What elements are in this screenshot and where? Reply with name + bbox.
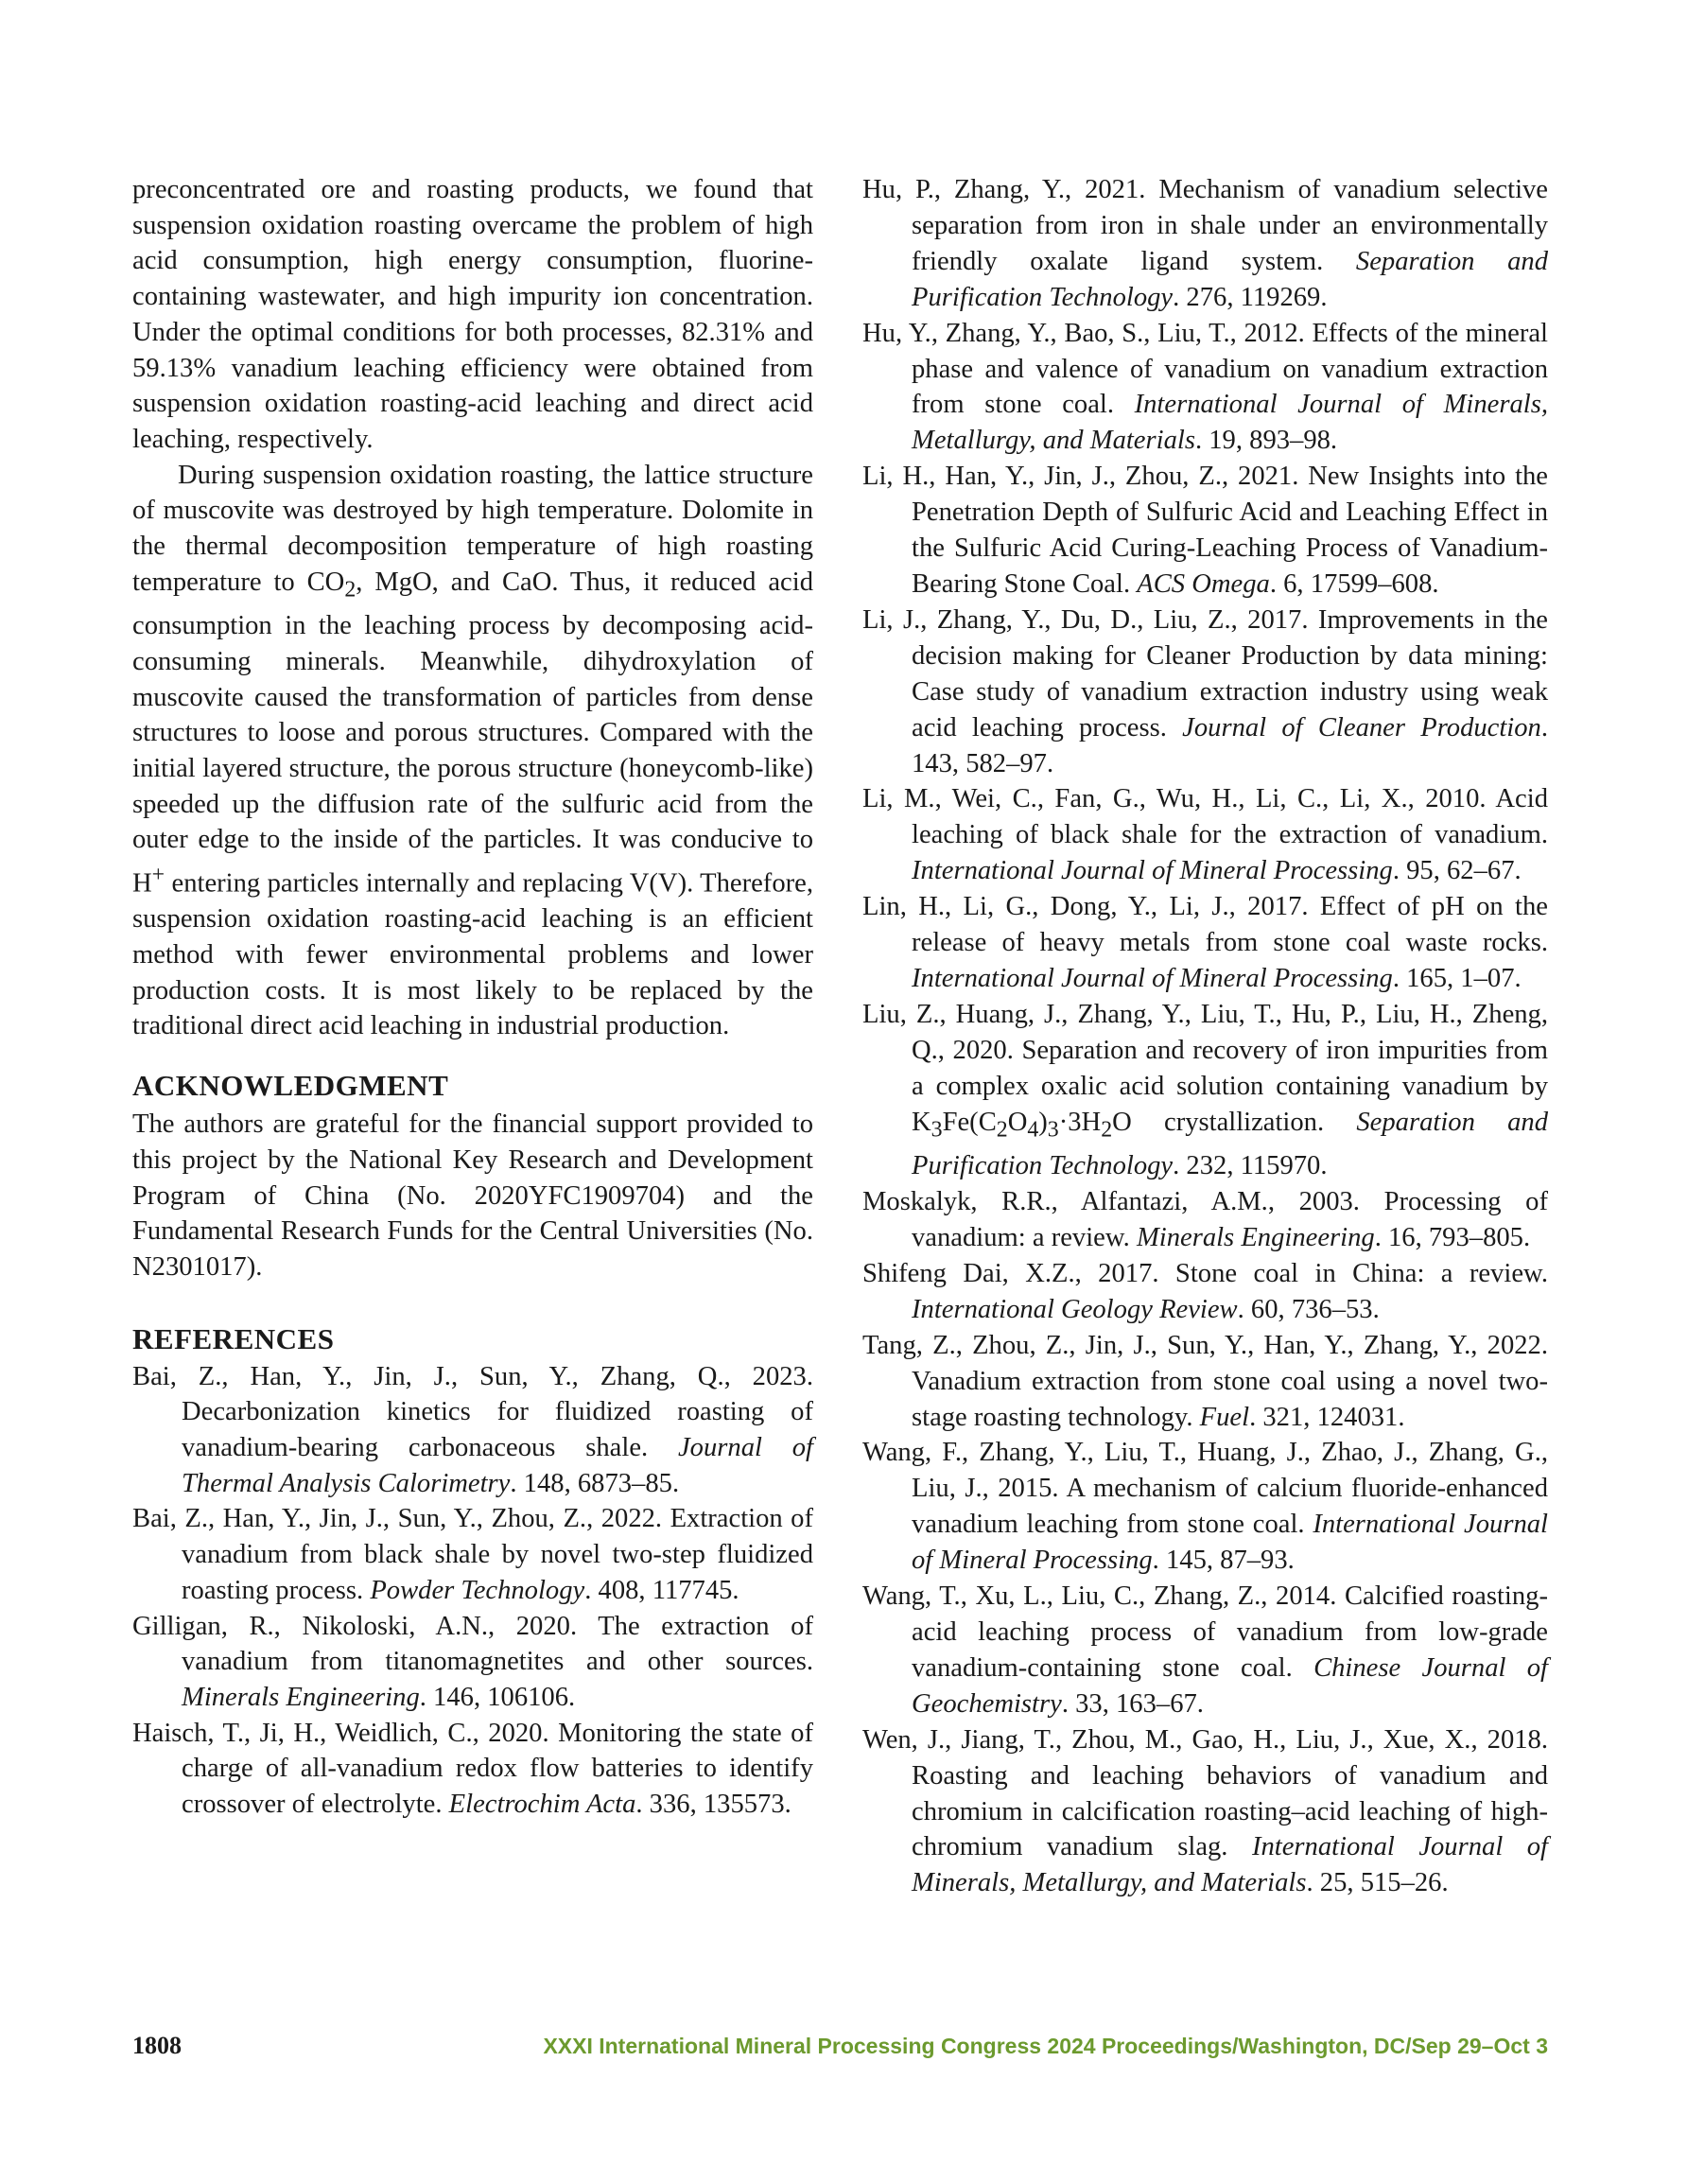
reference-item: Wang, T., Xu, L., Liu, C., Zhang, Z., 2014. Calcified roasting-acid leaching process of vanadium from low-grade vanadium-containing stone coal. Chinese Journal of Geochemistry. 33, 163–67.	[862, 1581, 1549, 1719]
acknowledgment-text: The authors are grateful for the financial support provided to this project by the National Key Research and Development Program of China (No. 2020YFC1909704) and the Fundamental Research Funds for the Central Universities (No. N2301017).	[132, 1109, 813, 1282]
reference-item: Bai, Z., Han, Y., Jin, J., Sun, Y., Zhang, Q., 2023. Decarbonization kinetics for fluidized roasting of vanadium-bearing carbonaceous shale. Journal of Thermal Analysis Calorimetry. 148, 6873–85.	[132, 1361, 814, 1498]
reference-item: Bai, Z., Han, Y., Jin, J., Sun, Y., Zhou, Z., 2022. Extraction of vanadium from black shale by novel two-step fluidized roasting process. Powder Technology. 408, 117745.	[132, 1504, 813, 1605]
superscript: +	[151, 863, 165, 888]
subscript: 2	[344, 577, 357, 603]
reference-item: Li, J., Zhang, Y., Du, D., Liu, Z., 2017. Improvements in the decision making for Cleaner Production by data mining: Case study of vanadium extraction industry using weak acid leaching process. Journal of Cleaner Production. 143, 582–97.	[862, 604, 1548, 778]
acknowledgment-heading: ACKNOWLEDGMENT	[132, 1069, 449, 1103]
reference-item: Tang, Z., Zhou, Z., Jin, J., Sun, Y., Han, Y., Zhang, Y., 2022. Vanadium extraction from stone coal using a novel two-stage roasting technology. Fuel. 321, 124031.	[862, 1330, 1548, 1432]
reference-item: Wen, J., Jiang, T., Zhou, M., Gao, H., Liu, J., Xue, X., 2018. Roasting and leaching behaviors of vanadium and chromium in calcification roasting–acid leaching of high-chromium vanadium slag. International Journal of Minerals, Metallurgy, and Materials. 25, 515–26.	[862, 1724, 1548, 1898]
reference-item: Shifeng Dai, X.Z., 2017. Stone coal in China: a review. International Geology Review. 60, 736–53.	[862, 1258, 1548, 1324]
reference-item: Lin, H., Li, G., Dong, Y., Li, J., 2017. Effect of pH on the release of heavy metals from stone coal waste rocks. International Journal of Mineral Processing. 165, 1–07.	[862, 892, 1548, 993]
body-paragraph	[132, 458, 813, 1045]
body-text: During suspension oxidation roasting, the lattice structure of muscovite was destroyed by high temperature. Dolomite in the thermal decomposition temperature of high roasting temperature to CO	[132, 460, 813, 597]
reference-list	[862, 172, 1548, 1901]
body-paragraph: preconcentrated ore and roasting products, we found that suspension oxidation roasting overcame the problem of high acid consumption, high energy consumption, fluorine-containing wastewater, and high impurity ion concentration. Under the optimal conditions for both processes, 82.31% and 59.13% vanadium leaching efficiency were obtained from suspension oxidation roasting-acid leaching and direct acid leaching, respectively.	[132, 175, 813, 454]
running-footer-title: XXXI International Mineral Processing Congress 2024 Proceedings/Washington, DC/Sep 29–Oct 3	[543, 2034, 1548, 2058]
reference-item: Gilligan, R., Nikoloski, A.N., 2020. The extraction of vanadium from titanomagnetites and other sources. Minerals Engineering. 146, 106106.	[132, 1611, 813, 1712]
reference-item: Liu, Z., Huang, J., Zhang, Y., Liu, T., Hu, P., Liu, H., Zheng, Q., 2020. Separation and recovery of iron impurities from a complex oxalic acid solution containing vanadium by $K_3Fe(C_2O_4)_3\cdot 3H_2O$ crystallization. Separation and Purification Technology. 232, 115970.	[862, 999, 1548, 1181]
reference-item: Li, M., Wei, C., Fan, G., Wu, H., Li, C., Li, X., 2010. Acid leaching of black shale for the extraction of vanadium. International Journal of Mineral Processing. 95, 62–67.	[862, 784, 1548, 886]
reference-item: Moskalyk, R.R., Alfantazi, A.M., 2003. Processing of vanadium: a review. Minerals Engineering. 16, 793–805.	[862, 1187, 1548, 1252]
reference-item: Li, H., Han, Y., Jin, J., Zhou, Z., 2021. New Insights into the Penetration Depth of Sulfuric Acid and Leaching Effect in the Sulfuric Acid Curing-Leaching Process of Vanadium-Bearing Stone Coal. ACS Omega. 6, 17599–608.	[862, 462, 1548, 599]
reference-item: Haisch, T., Ji, H., Weidlich, C., 2020. Monitoring the state of charge of all-vanadium redox flow batteries to identify crossover of electrolyte. Electrochim Acta. 336, 135573.	[132, 1718, 813, 1820]
left-column	[132, 172, 813, 1823]
reference-list	[132, 1359, 813, 1823]
body-text: , MgO, and CaO. Thus, it reduced acid consumption in the leaching process by decomposing acid-consuming minerals. Meanwhile, dihydroxylation of muscovite caused the transformation of particles from dense structures to loose and porous structures. Compared with the initial layered structure, the porous structure (honeycomb-like) speeded up the diffusion rate of the sulfuric acid from the outer edge to the inside of the particles. It was conducive to H	[132, 567, 813, 899]
page-footer	[132, 2032, 1548, 2066]
references-heading: REFERENCES	[132, 1321, 335, 1355]
right-column	[862, 172, 1548, 1901]
page-number: 1808	[132, 2032, 182, 2059]
reference-item: Hu, P., Zhang, Y., 2021. Mechanism of vanadium selective separation from iron in shale under an environmentally friendly oxalate ligand system. Separation and Purification Technology. 276, 119269.	[862, 175, 1548, 312]
reference-item: Hu, Y., Zhang, Y., Bao, S., Liu, T., 2012. Effects of the mineral phase and valence of vanadium on vanadium extraction from stone coal. International Journal of Minerals, Metallurgy, and Materials. 19, 893–98.	[862, 318, 1548, 456]
reference-item: Wang, F., Zhang, Y., Liu, T., Huang, J., Zhao, J., Zhang, G., Liu, J., 2015. A mechanism of calcium fluoride-enhanced vanadium leaching from stone coal. International Journal of Mineral Processing. 145, 87–93.	[862, 1438, 1548, 1576]
body-text: entering particles internally and replacing V(V). Therefore, suspension oxidation roasting-acid leaching is an efficient method with fewer environmental problems and lower production costs. It is most likely to be replaced by the traditional direct acid leaching in industrial production.	[132, 868, 813, 1041]
